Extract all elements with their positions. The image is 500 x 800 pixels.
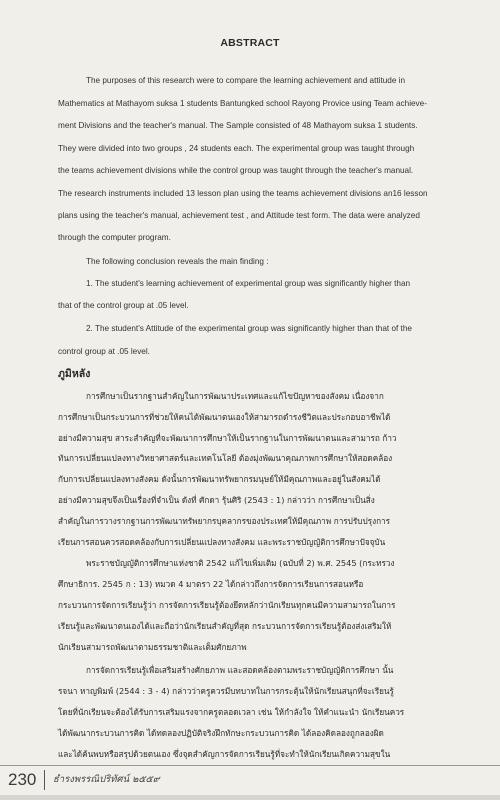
abstract-line: ment Divisions and the teacher's manual. The Sample consisted of 48 Mathayom suksa 1 students. xyxy=(58,121,418,130)
thai-line: การศึกษาเป็นกระบวนการที่ช่วยให้คนได้พัฒนาตนเองให้สามารถดำรงชีวิตและประกอบอาชีพได้ xyxy=(58,412,391,422)
thai-line: นักเรียนสามารถพัฒนาตามธรรมชาติและเต็มศักยภาพ xyxy=(58,642,247,652)
footer-separator xyxy=(44,770,45,790)
abstract-line: The following conclusion reveals the main finding : xyxy=(86,257,269,266)
finding-1: 1. The student's learning achievement of experimental group was significantly higher than xyxy=(86,279,411,288)
thai-line: การศึกษาเป็นรากฐานสำคัญในการพัฒนาประเทศและแก้ไขปัญหาของสังคม เนื่องจาก xyxy=(86,391,384,401)
abstract-line: plans using the teacher's manual, achievement test , and Attitude test form. The data were analyzed xyxy=(58,211,420,220)
thai-line: เรียนรู้และพัฒนาตนเองได้และถือว่านักเรียนสำคัญที่สุด กระบวนการจัดการเรียนรู้ต้องส่งเสริมให้ xyxy=(58,621,392,631)
journal-name: ธำรงพรรณิปริทัศน์ ๒๕๕๙ xyxy=(53,774,160,785)
thai-line: กระบวนการจัดการเรียนรู้ว่า การจัดการเรียนรู้ต้องยึดหลักว่านักเรียนทุกคนมีความสามารถในการ xyxy=(58,600,396,610)
thai-line: การจัดการเรียนรู้เพื่อเสริมสร้างศักยภาพ และสอดคล้องตามพระราชบัญญัติการศึกษา นั้น xyxy=(86,665,394,675)
thai-line: เรียนการสอนควรสอดคล้องกับการเปลี่ยนแปลงทางสังคม และพระราชบัญญัติการศึกษาปัจจุบัน xyxy=(58,537,386,547)
abstract-line: the teams achievement divisions while the control group was taught through the teacher's manual. xyxy=(58,166,414,175)
page-number: 230 xyxy=(8,770,37,789)
thai-line: กับการเปลี่ยนแปลงทางสังคม ดังนั้นการพัฒนาทรัพยากรมนุษย์ให้มีคุณภาพและอยู่ในสังคมได้ xyxy=(58,474,381,484)
finding-1-cont: that of the control group at .05 level. xyxy=(58,301,189,310)
abstract-line: through the computer program. xyxy=(58,233,171,242)
finding-2-cont: control group at .05 level. xyxy=(58,347,150,356)
thai-line: พระราชบัญญัติการศึกษาแห่งชาติ 2542 แก้ไขเพิ่มเติม (ฉบับที่ 2) พ.ศ. 2545 (กระทรวง xyxy=(86,558,395,568)
thai-line: อย่างมีความสุขจึงเป็นเรื่องที่จำเป็น ดังที่ ศักดา รุ้นศิริ (2543 : 1) กล่าวว่า การศึกษาเป็นสิ่ง xyxy=(58,495,375,505)
thai-line: ศึกษาธิการ. 2545 ก : 13) หมวด 4 มาตรา 22 ได้กล่าวถึงการจัดการเรียนการสอนหรือ xyxy=(58,579,364,589)
thai-line: ทันการเปลี่ยนแปลงทางวิทยาศาสตร์และเทคโนโลยี ต้องมุ่งพัฒนาคุณภาพการศึกษาให้สอดคล้อง xyxy=(58,453,393,463)
abstract-line: The research instruments included 13 lesson plan using the teams achievement divisions an16 lesson xyxy=(58,189,428,198)
thai-line: รจนา หาญพิมพ์ (2544 : 3 - 4) กล่าวว่าครูควรมีบทบาทในการกระตุ้นให้นักเรียนสนุกที่จะเรียนรู้ xyxy=(58,686,394,696)
abstract-line: Mathematics at Mathayom suksa 1 students Bantungked school Rayong Provice using Team achieve- xyxy=(58,99,427,108)
thai-line: ได้พัฒนากระบวนการคิด ได้ทดลองปฏิบัติจริงฝึกทักษะกระบวนการคิด ได้ลองคิดลองถูกลองผิด xyxy=(58,728,384,738)
abstract-line: The purposes of this research were to compare the learning achievement and attitude in xyxy=(86,76,406,85)
thai-line: อย่างมีความสุข สาระสำคัญที่จะพัฒนาการศึกษาให้เป็นรากฐานในการพัฒนาตนและสามารถ ก้าว xyxy=(58,433,397,443)
abstract-line: They were divided into two groups , 24 students each. The experimental group was taught through xyxy=(58,144,415,153)
abstract-title: ABSTRACT xyxy=(220,37,280,49)
thai-line: สำคัญในการวางรากฐานการพัฒนาทรัพยากรบุคลากรของประเทศให้มีคุณภาพ การปรับปรุงการ xyxy=(58,516,391,526)
thai-line: โดยที่นักเรียนจะต้องได้รับการเสริมแรงจากครูตลอดเวลา เช่น ให้กำลังใจ ให้คำแนะนำ นักเรียนควร xyxy=(58,707,405,717)
thai-line: และได้ค้นพบหรือสรุปด้วยตนเอง ซึ่งจุดสำคัญการจัดการเรียนรู้ที่จะทำให้นักเรียนเกิดความสุขใน xyxy=(58,749,391,759)
footer-divider xyxy=(0,765,500,766)
section-heading: ภูมิหลัง xyxy=(58,368,91,380)
page-edge xyxy=(0,795,500,800)
finding-2: 2. The student's Attitude of the experimental group was significantly higher than that of the xyxy=(86,324,412,333)
